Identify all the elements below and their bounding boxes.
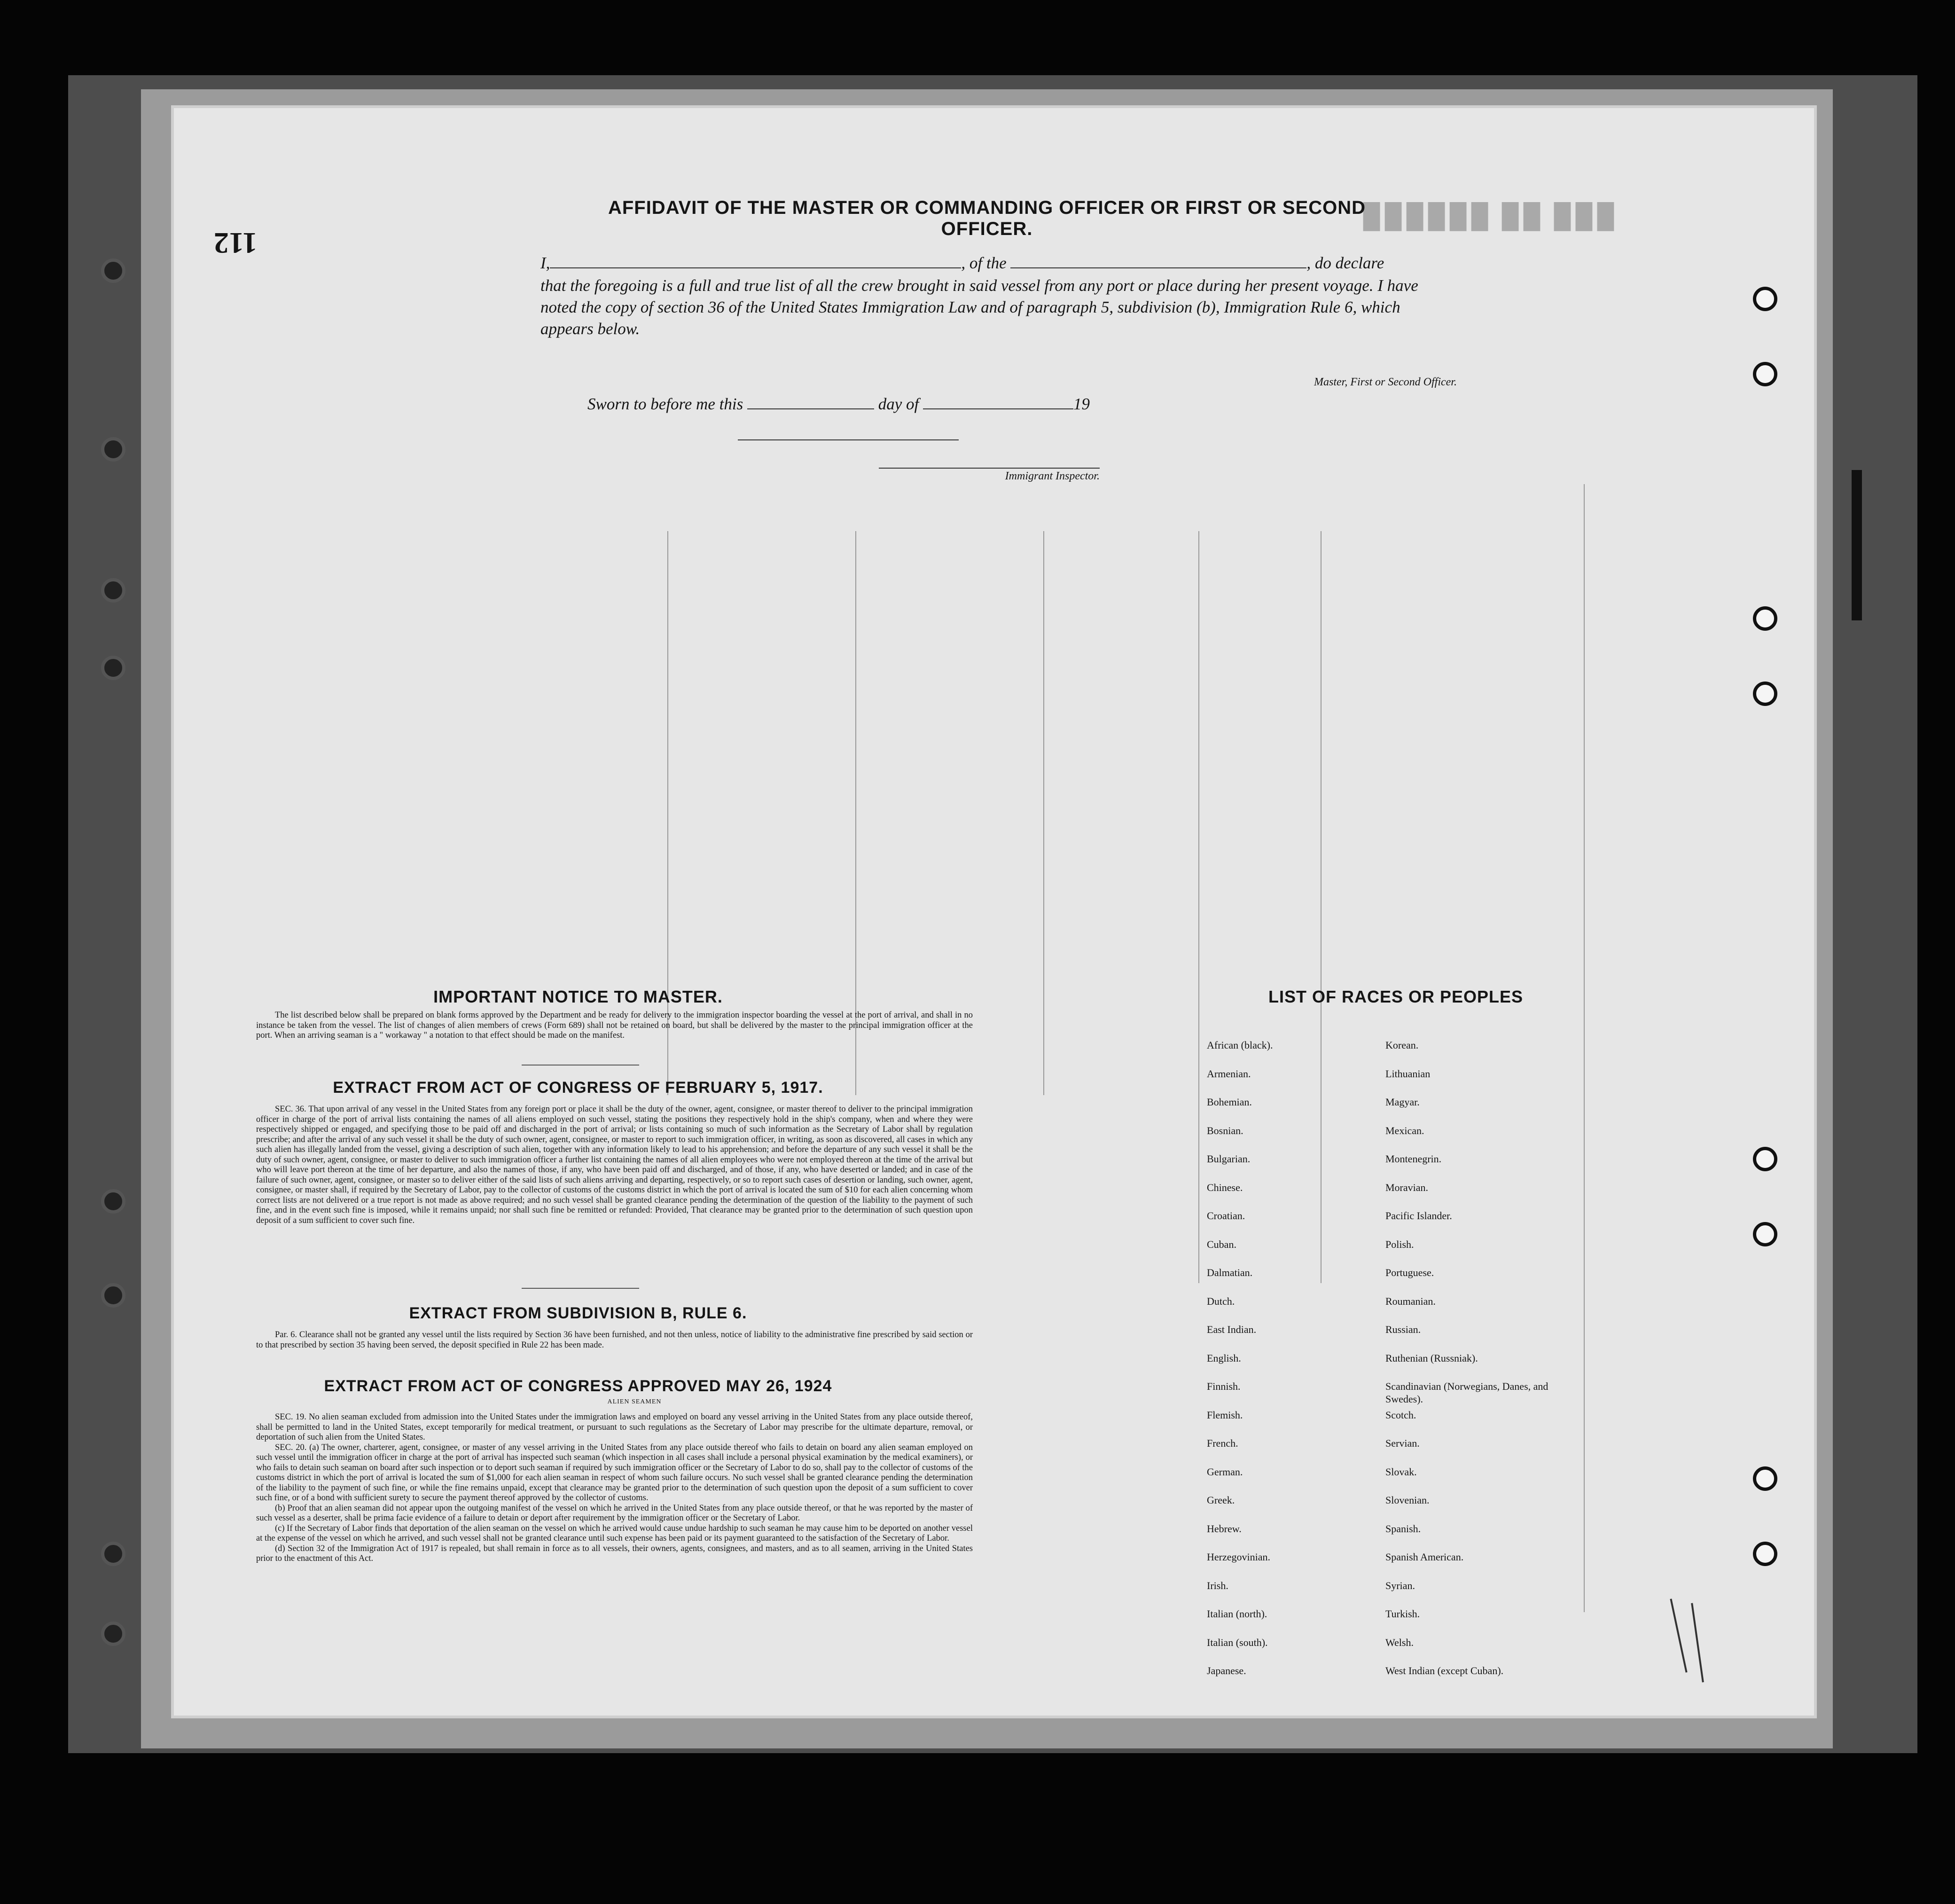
race-item: African (black). [1207, 1039, 1273, 1051]
bleed-through-mark [1198, 531, 1199, 1283]
notice-title: IMPORTANT NOTICE TO MASTER. [433, 987, 723, 1006]
sworn-line [587, 395, 1151, 418]
race-item: Hebrew. [1207, 1522, 1242, 1535]
inspector-label: Immigrant Inspector. [1005, 470, 1100, 482]
race-item: Armenian. [1207, 1067, 1251, 1080]
race-item: Scandinavian (Norwegians, Danes, and Swedes). [1385, 1380, 1548, 1405]
affidavit-text: that the foregoing is a full and true list of all the crew brought in said vessel from any port or place during her present voyage. I have noted the copy of section 36 of the United States Immigration Law and of paragraph 5, subdivision (b), Immigration Rule 6, which appears below. [540, 276, 1418, 338]
pencil-mark [1670, 1598, 1687, 1672]
race-item: Dalmatian. [1207, 1267, 1253, 1278]
master-signature-label: Master, First or Second Officer. [1314, 376, 1457, 388]
race-item: Slovak. [1385, 1465, 1417, 1478]
extract-1924-title: EXTRACT FROM ACT OF CONGRESS APPROVED MAY 26, 1924 [324, 1377, 832, 1395]
race-item: German. [1207, 1465, 1243, 1478]
race-item: Irish. [1207, 1579, 1228, 1591]
bleed-through-heading: ▉▉▉ ▉▉ ▉▉▉▉▉▉ [1358, 203, 1614, 229]
extract-1924-text [256, 1412, 973, 1564]
extract-1917-text [256, 1105, 973, 1226]
divider [522, 1065, 639, 1066]
sec-20d-paragraph: (d) Section 32 of the Immigration Act of 1917 is repealed, but shall remain in force as to all vessels, their owners, agents, consignees, and masters, and as to all seamen, arriving in the United States prior to the enactment of this Act. [256, 1544, 973, 1563]
race-item: Flemish. [1207, 1409, 1243, 1421]
signature-line [738, 439, 959, 440]
race-item: Lithuanian [1385, 1067, 1431, 1080]
race-item: Pacific Islander. [1385, 1210, 1452, 1222]
sec-20b-paragraph: (b) Proof that an alien seaman did not appear upon the outgoing manifest of the vessel on which he arrived in the United States from any place outside thereof, or that he was reported by the master of such vessel as a deserter, shall be prima facie evidence of a failure to detain or deport after requirement by the immigration officer or the Secretary of Labor. [256, 1503, 973, 1523]
binder-hole [101, 578, 125, 603]
day-of-label: day of [878, 395, 919, 413]
race-item: Scotch. [1385, 1409, 1416, 1421]
manifest-page [174, 108, 1814, 1716]
race-item: Russian. [1385, 1324, 1421, 1335]
binder-hole [101, 259, 125, 283]
vessel-name-blank[interactable] [1010, 256, 1306, 268]
race-item: Spanish American. [1385, 1551, 1464, 1563]
race-item: Spanish. [1385, 1522, 1421, 1535]
section-36-paragraph: SEC. 36. That upon arrival of any vessel in the United States from any foreign port or place it shall be the duty of the owner, agent, consignee, or master thereof to deliver to the principal immigration officer in charge of the port of arrival lists containing the names of all aliens employed on such vessel, stating the positions they respectively hold in the ship's company, when and where they were respectively shipped or engaged, and specifying those to be paid off and discharged in the port of arrival; or lists containing so much of such information as the Secretary of Labor shall by regulation prescribe; and after the arrival of any such vessel it shall be the duty of such owner, agent, consignee, or master to report to such immigration officer, in writing, as soon as discovered, all cases in which any such alien has illegally landed from the vessel, giving a description of such alien, together with any information likely to lead to his apprehension; and before the departure of any such vessel it shall be the duty of such owner, agent, consignee, or master to deliver to such immigration officer a further list containing the names of all alien employees who were not employed thereon at the time of the arrival but who will leave port thereon at the time of her departure, and also the names of those, if any, who have been paid off and discharged, and of those, if any, who have deserted or landed; and in case of the failure of such owner, agent, consignee, or master so to deliver either of the said lists of such aliens arriving and departing, respectively, or so to report such cases of desertion or landing, such owner, agent, consignee, or master shall, if required by the Secretary of Labor, pay to the collector of customs of the customs district in which the port of arrival is located the sum of $10 for each alien concerning whom correct lists are not delivered or a true report is not made as above required; and no such vessel shall be granted clearance pending the determination of the question of the liability to the payment of such fine, and in the event such fine is imposed, while it remains unpaid; nor shall such fine be remitted or refunded: Provided, That clearance may be granted prior to the determination of such question upon deposit of a sum sufficient to cover such fine. [256, 1105, 973, 1225]
affidavit-declaration-line [540, 254, 1457, 277]
race-item: Italian (south). [1207, 1636, 1268, 1648]
race-item: East Indian. [1207, 1324, 1257, 1335]
master-name-blank[interactable] [550, 256, 961, 268]
binder-hole [101, 656, 125, 680]
race-item: French. [1207, 1437, 1238, 1449]
race-item: Cuban. [1207, 1238, 1236, 1250]
race-item: Servian. [1385, 1437, 1420, 1449]
affidavit-title: AFFIDAVIT OF THE MASTER OR COMMANDING OFFICER OR FIRST OR SECOND OFFICER. [608, 197, 1366, 239]
pencil-mark [1691, 1603, 1704, 1683]
notice-text [256, 1011, 973, 1041]
race-item: Bosnian. [1207, 1124, 1243, 1136]
race-item: Welsh. [1385, 1636, 1414, 1648]
race-item: Montenegrin. [1385, 1153, 1442, 1165]
race-item: Portuguese. [1385, 1267, 1434, 1278]
bleed-through-mark [1852, 470, 1862, 620]
race-item: Roumanian. [1385, 1295, 1436, 1307]
year-label: 19 [1073, 395, 1090, 413]
binder-hole [101, 437, 125, 462]
sworn-month-blank[interactable] [923, 398, 1073, 409]
race-item: Magyar. [1385, 1096, 1420, 1108]
race-item: Bohemian. [1207, 1096, 1252, 1108]
race-item: Greek. [1207, 1494, 1235, 1506]
binder-hole [1753, 362, 1777, 386]
race-item: Japanese. [1207, 1665, 1246, 1677]
races-title: LIST OF RACES OR PEOPLES [1268, 987, 1524, 1006]
binder-hole [101, 1283, 125, 1308]
race-item: Mexican. [1385, 1124, 1424, 1136]
race-item: Syrian. [1385, 1579, 1415, 1591]
race-item: Italian (north). [1207, 1608, 1267, 1620]
binder-hole [1753, 1222, 1777, 1246]
race-item: Herzegovinian. [1207, 1551, 1270, 1563]
sec-19-paragraph: SEC. 19. No alien seaman excluded from admission into the United States under the immigration laws and employed on board any vessel arriving in the United States from any place outside thereof, shall be permitted to land in the United States, except temporarily for medical treatment, or pursuant to such regulations as the Secretary of Labor may prescribe for the ultimate departure, removal, or deportation of such alien from the United States. [256, 1412, 973, 1442]
race-item: Slovenian. [1385, 1494, 1430, 1506]
binder-hole [1753, 682, 1777, 706]
race-item: Turkish. [1385, 1608, 1420, 1620]
binder-hole [1753, 606, 1777, 631]
inspector-signature-line [879, 468, 1100, 469]
bleed-through-mark [1321, 531, 1322, 1283]
race-item: West Indian (except Cuban). [1385, 1665, 1504, 1677]
binder-hole [101, 1189, 125, 1214]
bleed-through-mark [1584, 484, 1585, 1612]
page-number: 112 [214, 227, 258, 260]
binder-hole [1753, 1147, 1777, 1171]
binder-hole [1753, 1542, 1777, 1566]
alien-seamen-subtitle: ALIEN SEAMEN [607, 1398, 662, 1405]
sec-20a-paragraph: SEC. 20. (a) The owner, charterer, agent, consignee, or master of any vessel arriving in the United States from any place outside thereof who fails to detain on board any alien seaman employed on such vessel until the immigration officer in charge at the port of arrival has inspected such seaman (which inspection in all cases shall include a personal physical examination by the medical examiners), or who fails to detain such seaman on board after such inspection or to deport such seaman if required by such immigration officer or the Secretary of Labor to do so, shall pay to the collector of customs of the customs district in which the port of arrival is located the sum of $1,000 for each alien seaman in respect of whom such failure occurs. No such vessel shall be granted clearance pending the determination of the liability to the payment of such fine, or while the fine remains unpaid, except that clearance may be granted prior to the determination of such question upon the deposit of a sum sufficient to cover such fine, or of a bond with sufficient surety to secure the payment thereof approved by the collector of customs. [256, 1442, 973, 1503]
binder-hole [1753, 1466, 1777, 1491]
race-item: English. [1207, 1352, 1241, 1364]
do-declare-label: , do declare [1306, 254, 1384, 272]
race-item: Chinese. [1207, 1181, 1243, 1193]
race-item: Moravian. [1385, 1181, 1429, 1193]
extract-rule6-text [256, 1330, 973, 1350]
extract-rule6-title: EXTRACT FROM SUBDIVISION B, RULE 6. [409, 1304, 747, 1322]
race-item: Polish. [1385, 1238, 1414, 1250]
binder-hole [1753, 287, 1777, 311]
bleed-through-mark [1043, 531, 1044, 1095]
sec-20c-paragraph: (c) If the Secretary of Labor finds that deportation of the alien seaman on the vessel on which he arrived would cause undue hardship to such seaman he may cause him to be deported on another vessel at the expense of the vessel on which he arrived, and such vessel shall not be granted clearance until such expense has been paid or its payment guaranteed to the satisfaction of the Secretary of Labor. [256, 1523, 973, 1543]
extract-1917-title: EXTRACT FROM ACT OF CONGRESS OF FEBRUARY 5, 1917. [333, 1079, 823, 1097]
binder-hole [101, 1542, 125, 1566]
divider [522, 1288, 639, 1289]
race-item: Korean. [1385, 1039, 1419, 1051]
notice-paragraph: The list described below shall be prepared on blank forms approved by the Department and be ready for delivery to the immigration inspector boarding the vessel at the port of arrival, and shall in no instance be taken from the vessel. The list of changes of alien members of crews (Form 689) shall not be retained on board, but shall be delivered by the master to the principal immigration officer at the port. When an arriving seaman is a " workaway " a notation to that effect should be made on the manifest. [256, 1011, 973, 1040]
race-item: Croatian. [1207, 1210, 1245, 1222]
sworn-day-blank[interactable] [747, 398, 874, 409]
binder-hole [101, 1622, 125, 1646]
sworn-label: Sworn to before me this [587, 395, 743, 413]
rule6-paragraph: Par. 6. Clearance shall not be granted any vessel until the lists required by Section 36 have been furnished, and not then unless, notice of liability to the administrative fine prescribed by said section or to that prescribed by section 35 having been served, the deposit specified in Rule 22 has been made. [256, 1330, 973, 1350]
race-item: Dutch. [1207, 1295, 1235, 1307]
i-label: I, [540, 254, 550, 272]
race-item: Bulgarian. [1207, 1153, 1251, 1165]
race-item: Ruthenian (Russniak). [1385, 1352, 1478, 1364]
of-the-label: , of the [961, 254, 1007, 272]
race-item: Finnish. [1207, 1380, 1241, 1392]
